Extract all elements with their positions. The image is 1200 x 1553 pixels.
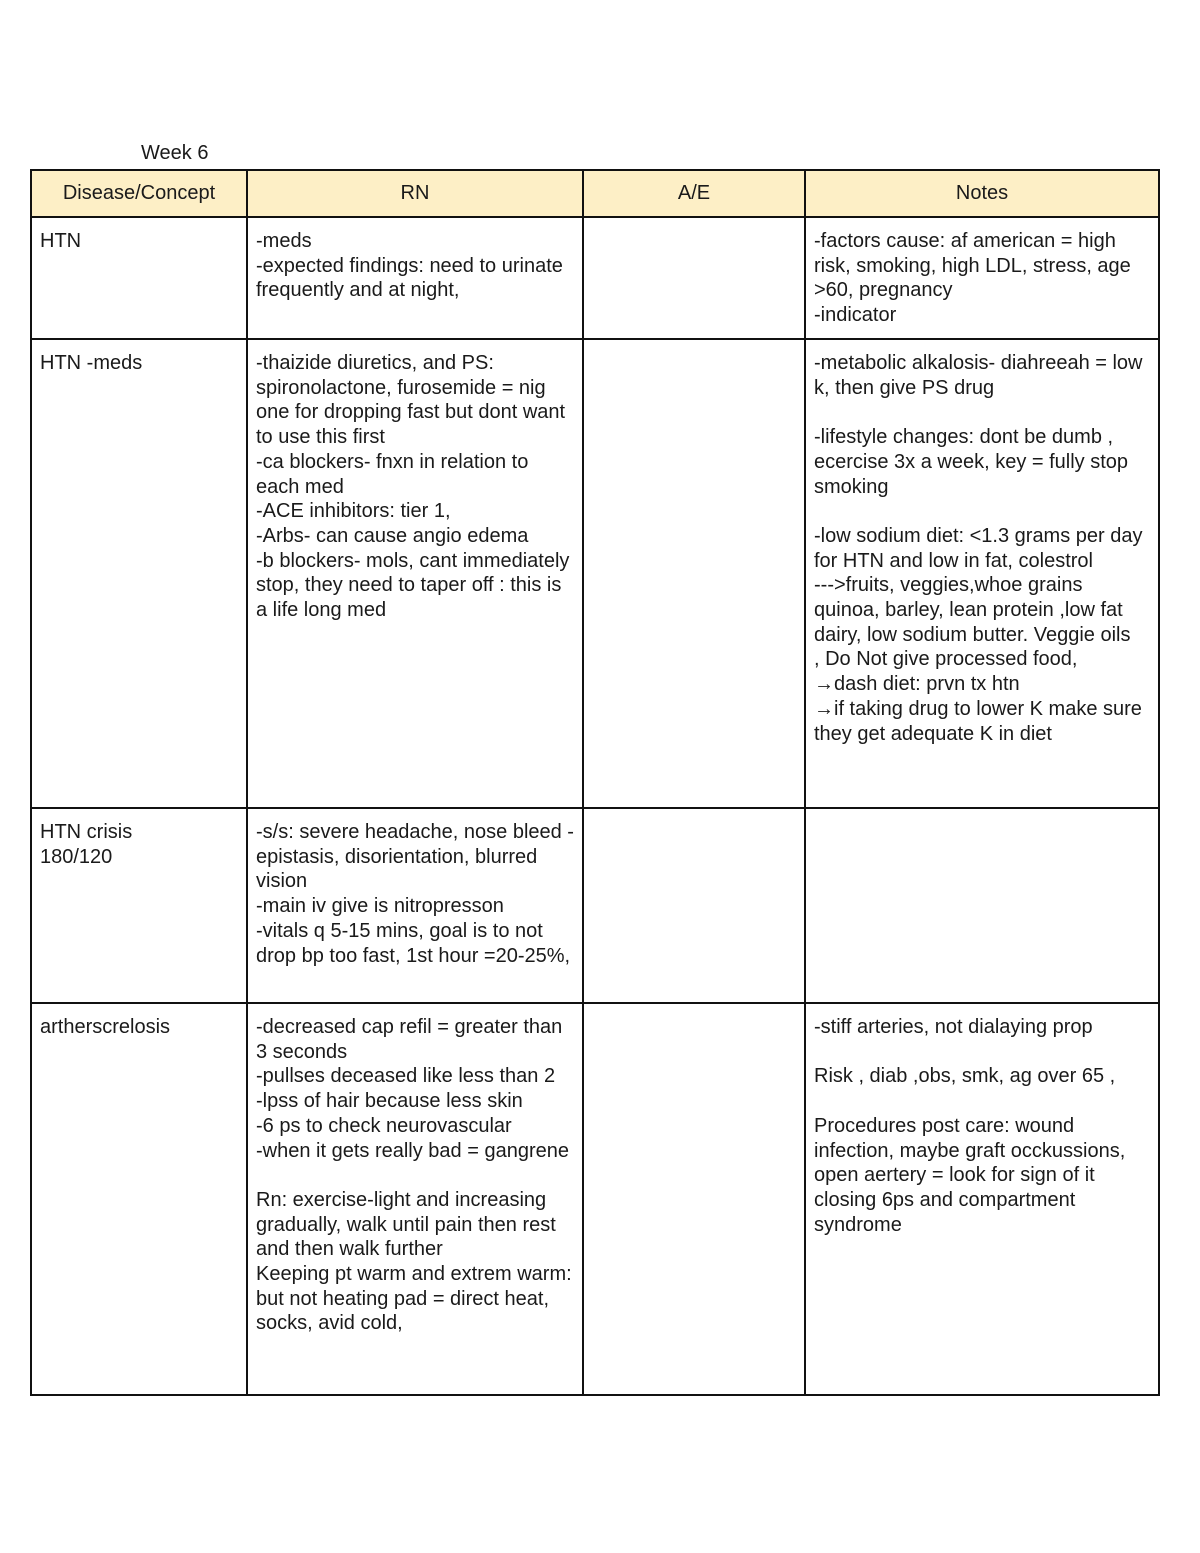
ae-cell [583,339,805,808]
concept-text: HTN -meds [40,352,143,374]
concept-cell [31,808,247,1003]
table-row [31,808,1159,1003]
ae-cell [583,217,805,339]
page-title: Week 6 [141,142,209,164]
rn-cell [247,1003,583,1395]
notes-text: -metabolic alkalosis- diahreeah = low k, then give PS drug -lifestyle changes: dont be dumb , ecercise 3x a week, key = fully stop smoking -low sodium diet: <1.3 grams per day for HTN and low in fat, colestrol --->fruits, veggies,whoe grains quinoa, barley, lean protein ,low fat dairy, low sodium butter. Veggie oils , Do Not give processed food, →dash diet: prvn tx htn →if taking drug to lower K make sure they get adequate K in diet [814,352,1143,745]
rn-text: -s/s: severe headache, nose bleed -epistasis, disorientation, blurred vision -main iv give is nitropresson -vitals q 5-15 mins, goal is to not drop bp too fast, 1st hour =20-25%, [256,821,574,967]
table-row [31,217,1159,339]
concept-text: HTN [40,230,82,252]
notes-cell [805,808,1159,1003]
concept-cell [31,1003,247,1395]
concept-cell [31,339,247,808]
notes-cell [805,217,1159,339]
column-header-disease-concept: Disease/Concept [31,170,247,217]
rn-text: -meds -expected findings: need to urinate frequently and at night, [256,230,563,302]
notes-text: -stiff arteries, not dialaying prop Risk , diab ,obs, smk, ag over 65 , Procedures post care: wound infection, maybe graft occkussions, open aertery = look for sign of it closing 6ps and compartment syndrome [814,1016,1126,1236]
column-header-rn: RN [247,170,583,217]
table-header-row [31,170,1159,217]
notes-cell [805,339,1159,808]
column-header-notes: Notes [805,170,1159,217]
concept-text: HTN crisis 180/120 [40,821,133,868]
rn-cell [247,217,583,339]
table-row [31,1003,1159,1395]
notes-cell [805,1003,1159,1395]
rn-cell [247,339,583,808]
concept-text: artherscrelosis [40,1016,171,1038]
rn-cell [247,808,583,1003]
table-row [31,339,1159,808]
concept-cell [31,217,247,339]
ae-cell [583,808,805,1003]
rn-text: -thaizide diuretics, and PS: spironolactone, furosemide = nig one for dropping fast but dont want to use this first -ca blockers- fnxn in relation to each med -ACE inhibitors: tier 1, -Arbs- can cause angio edema -b blockers- mols, cant immediately stop, they need to taper off : this is a life long med [256,352,570,622]
study-notes-table [30,169,1160,1396]
ae-cell [583,1003,805,1395]
column-header-ae: A/E [583,170,805,217]
rn-text: -decreased cap refil = greater than 3 seconds -pullses deceased like less than 2 -lpss of hair because less skin -6 ps to check neurovascular -when it gets really bad = gangrene Rn: exercise-light and increasing gradually, walk until pain then rest and then walk further Keeping pt warm and extrem warm: but not heating pad = direct heat, socks, avid cold, [256,1016,572,1335]
notes-text: -factors cause: af american = high risk, smoking, high LDL, stress, age >60, pregnancy -indicator [814,230,1131,327]
